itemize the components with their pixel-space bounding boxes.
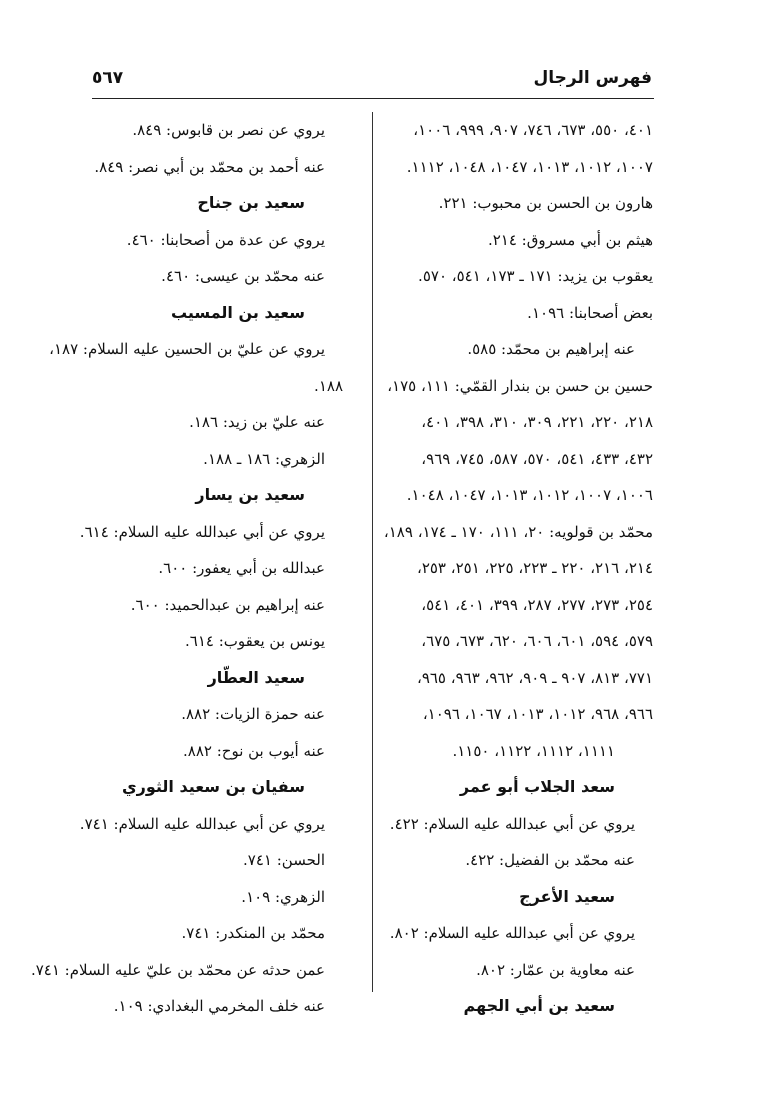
index-line: ٤٣٢، ٤٣٣، ٥٤١، ٥٧٠، ٥٨٧، ٧٤٥، ٩٦٩، (421, 449, 653, 468)
index-line: يعقوب بن يزيد: ١٧١ ـ ١٧٣، ٥٤١، ٥٧٠. (418, 267, 653, 285)
index-line: ١٨٨. (314, 376, 343, 395)
page-number: ٥٦٧ (92, 68, 124, 88)
entry-heading: سفيان بن سعيد الثوري (121, 777, 305, 796)
index-line: الحسن: ٧٤١. (243, 851, 325, 869)
column-divider (372, 112, 373, 992)
index-line: حسين بن حسن بن بندار القمّي: ١١١، ١٧٥، (387, 376, 653, 395)
index-line: عنه محمّد بن الفضيل: ٤٢٢. (465, 851, 635, 869)
index-line: عنه معاوية بن عمّار: ٨٠٢. (476, 960, 635, 979)
index-line: بعض أصحابنا: ١٠٩٦. (527, 303, 653, 322)
index-line: ٢١٨، ٢٢٠، ٢٢١، ٣٠٩، ٣١٠، ٣٩٨، ٤٠١، (421, 413, 653, 431)
left-column (30, 112, 343, 1025)
entry-heading: سعيد العطّار (207, 667, 305, 687)
index-line: يروي عن عدة من أصحابنا: ٤٦٠. (126, 230, 325, 249)
index-line: ١١١١، ١١١٢، ١١٢٢، ١١٥٠. (452, 741, 615, 760)
index-line: عمن حدثه عن محمّد بن عليّ عليه السلام: ٧٤١. (30, 960, 325, 979)
index-line: يروي عن عليّ بن الحسين عليه السلام: ١٨٧، (49, 340, 325, 358)
index-line: محمّد بن المنكدر: ٧٤١. (181, 924, 325, 942)
index-line: عنه خلف المخرمي البغدادي: ١٠٩. (113, 997, 325, 1015)
index-line: عنه محمّد بن عيسى: ٤٦٠. (161, 267, 325, 285)
index-line: عنه إبراهيم بن محمّد: ٥٨٥. (467, 340, 635, 358)
entry-heading: سعد الجلاب أبو عمر (459, 777, 615, 796)
index-line: ١٠٠٧، ١٠١٢، ١٠١٣، ١٠٤٧، ١٠٤٨، ١١١٢. (406, 157, 653, 176)
right-column (378, 112, 653, 1025)
index-line: عنه أحمد بن محمّد بن أبي نصر: ٨٤٩. (94, 157, 325, 176)
index-line: ٧٧١، ٨١٣، ٩٠٧ ـ ٩٠٩، ٩٦٢، ٩٦٣، ٩٦٥، (416, 668, 653, 687)
entry-heading: سعيد بن جناح (197, 193, 305, 212)
index-line: ٥٧٩، ٥٩٤، ٦٠١، ٦٠٦، ٦٢٠، ٦٧٣، ٦٧٥، (421, 632, 653, 650)
index-line: عنه إبراهيم بن عبدالحميد: ٦٠٠. (130, 595, 325, 614)
index-line: عنه أيوب بن نوح: ٨٨٢. (182, 741, 325, 760)
running-title: فهرس الرجال (533, 68, 652, 88)
index-line: هارون بن الحسن بن محبوب: ٢٢١. (438, 194, 653, 212)
index-line: ٢٥٤، ٢٧٣، ٢٧٧، ٢٨٧، ٣٩٩، ٤٠١، ٥٤١، (421, 595, 653, 614)
index-line: ٩٦٦، ٩٦٨، ١٠١٢، ١٠١٣، ١٠٦٧، ١٠٩٦، (422, 705, 653, 723)
index-line: عنه حمزة الزيات: ٨٨٢. (181, 705, 325, 723)
index-line: يروي عن أبي عبدالله عليه السلام: ٤٢٢. (389, 814, 635, 833)
index-line: يروي عن أبي عبدالله عليه السلام: ٦١٤. (79, 522, 325, 541)
entry-heading: سعيد بن أبي الجهم (463, 996, 615, 1015)
index-line: هيثم بن أبي مسروق: ٢١٤. (487, 230, 653, 249)
index-line: ١٠٠٦، ١٠٠٧، ١٠١٢، ١٠١٣، ١٠٤٧، ١٠٤٨. (406, 486, 653, 504)
header-rule (92, 98, 654, 99)
index-line: محمّد بن قولويه: ٢٠، ١١١، ١٧٠ ـ ١٧٤، ١٨٩، (383, 522, 653, 541)
page-header (92, 62, 652, 96)
index-line: ٢١٤، ٢١٦، ٢٢٠ ـ ٢٢٣، ٢٢٥، ٢٥١، ٢٥٣، (416, 559, 653, 577)
index-line: الزهري: ١٨٦ ـ ١٨٨. (203, 449, 325, 468)
index-line: عبدالله بن أبي يعفور: ٦٠٠. (158, 559, 325, 577)
index-line: الزهري: ١٠٩. (241, 887, 325, 906)
index-line: يروي عن أبي عبدالله عليه السلام: ٧٤١. (79, 814, 325, 833)
entry-heading: سعيد بن المسيب (170, 302, 305, 322)
index-line: يروي عن نصر بن قابوس: ٨٤٩. (132, 121, 325, 139)
index-line: يروي عن أبي عبدالله عليه السلام: ٨٠٢. (389, 924, 635, 942)
index-line: عنه عليّ بن زيد: ١٨٦. (189, 413, 325, 431)
entry-heading: سعيد بن يسار (195, 485, 305, 504)
index-line: يونس بن يعقوب: ٦١٤. (185, 632, 325, 650)
index-line: ٤٠١، ٥٥٠، ٦٧٣، ٧٤٦، ٩٠٧، ٩٩٩، ١٠٠٦، (413, 121, 653, 139)
entry-heading: سعيد الأعرج (519, 886, 615, 906)
